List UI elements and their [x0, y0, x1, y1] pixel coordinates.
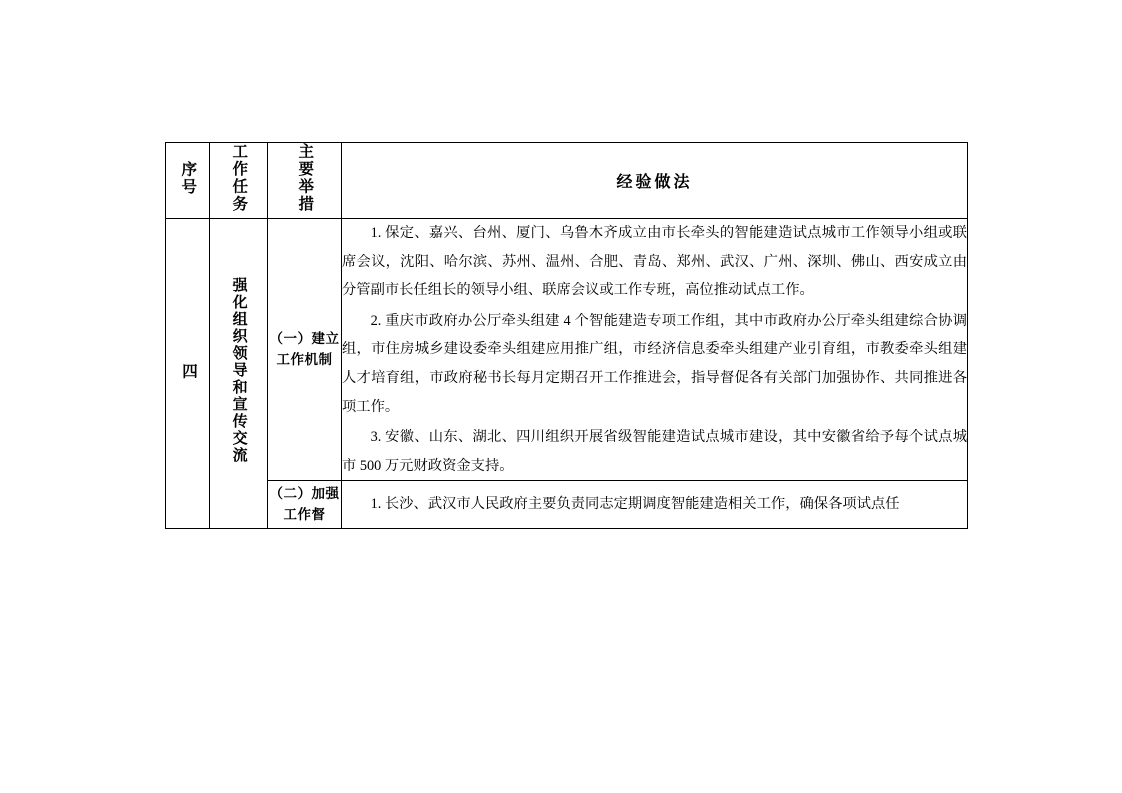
content-paragraph: 1. 长沙、武汉市人民政府主要负责同志定期调度智能建造相关工作，确保各项试点任 — [370, 496, 900, 513]
experience-table-container — [165, 142, 967, 529]
content-paragraph: 2. 重庆市政府办公厅牵头组建 4 个智能建造专项工作组，其中市政府办公厅牵头组建综合协调组，市住房城乡建设委牵头组建应用推广组，市经济信息委牵头组建产业引育组，市教委牵头组建人才培育组，市政府秘书长每月定期召开工作推进会，指导督促各有关部门加强协作、共同推进各项工作。 — [342, 312, 967, 415]
row-content-cell — [342, 219, 968, 481]
content-paragraph: 3. 安徽、山东、湖北、四川组织开展省级智能建造试点城市建设，其中安徽省给予每个试点城市 500 万元财政资金支持。 — [342, 429, 967, 474]
table-header-row — [166, 143, 968, 219]
column-header-content — [342, 143, 968, 219]
column-header-content-label: 经验做法 — [616, 174, 693, 191]
column-header-seq-label: 序号 — [179, 160, 197, 196]
column-header-measure — [268, 143, 342, 219]
row-seq-value: 四 — [179, 362, 197, 380]
column-header-task-label: 工作任务 — [230, 143, 248, 213]
row-seq-cell — [166, 219, 210, 529]
row-measure-cell: （一）建立工作机制 — [268, 219, 342, 481]
experience-table — [165, 142, 968, 529]
table-row — [166, 219, 968, 481]
row-task-cell — [210, 219, 268, 529]
column-header-measure-label: 主要举措 — [296, 143, 314, 213]
row-content-cell — [342, 481, 968, 529]
column-header-task — [210, 143, 268, 219]
column-header-seq — [166, 143, 210, 219]
row-measure-cell: （二）加强工作督 — [268, 481, 342, 529]
row-task-value: 强化组织领导和宣传交流 — [230, 277, 247, 465]
table-row — [166, 481, 968, 529]
content-paragraph: 1. 保定、嘉兴、台州、厦门、乌鲁木齐成立由市长牵头的智能建造试点城市工作领导小组或联席会议，沈阳、哈尔滨、苏州、温州、合肥、青岛、郑州、武汉、广州、深圳、佛山、西安成立由分管副市长任组长的领导小组、联席会议或工作专班，高位推动试点工作。 — [342, 225, 967, 299]
